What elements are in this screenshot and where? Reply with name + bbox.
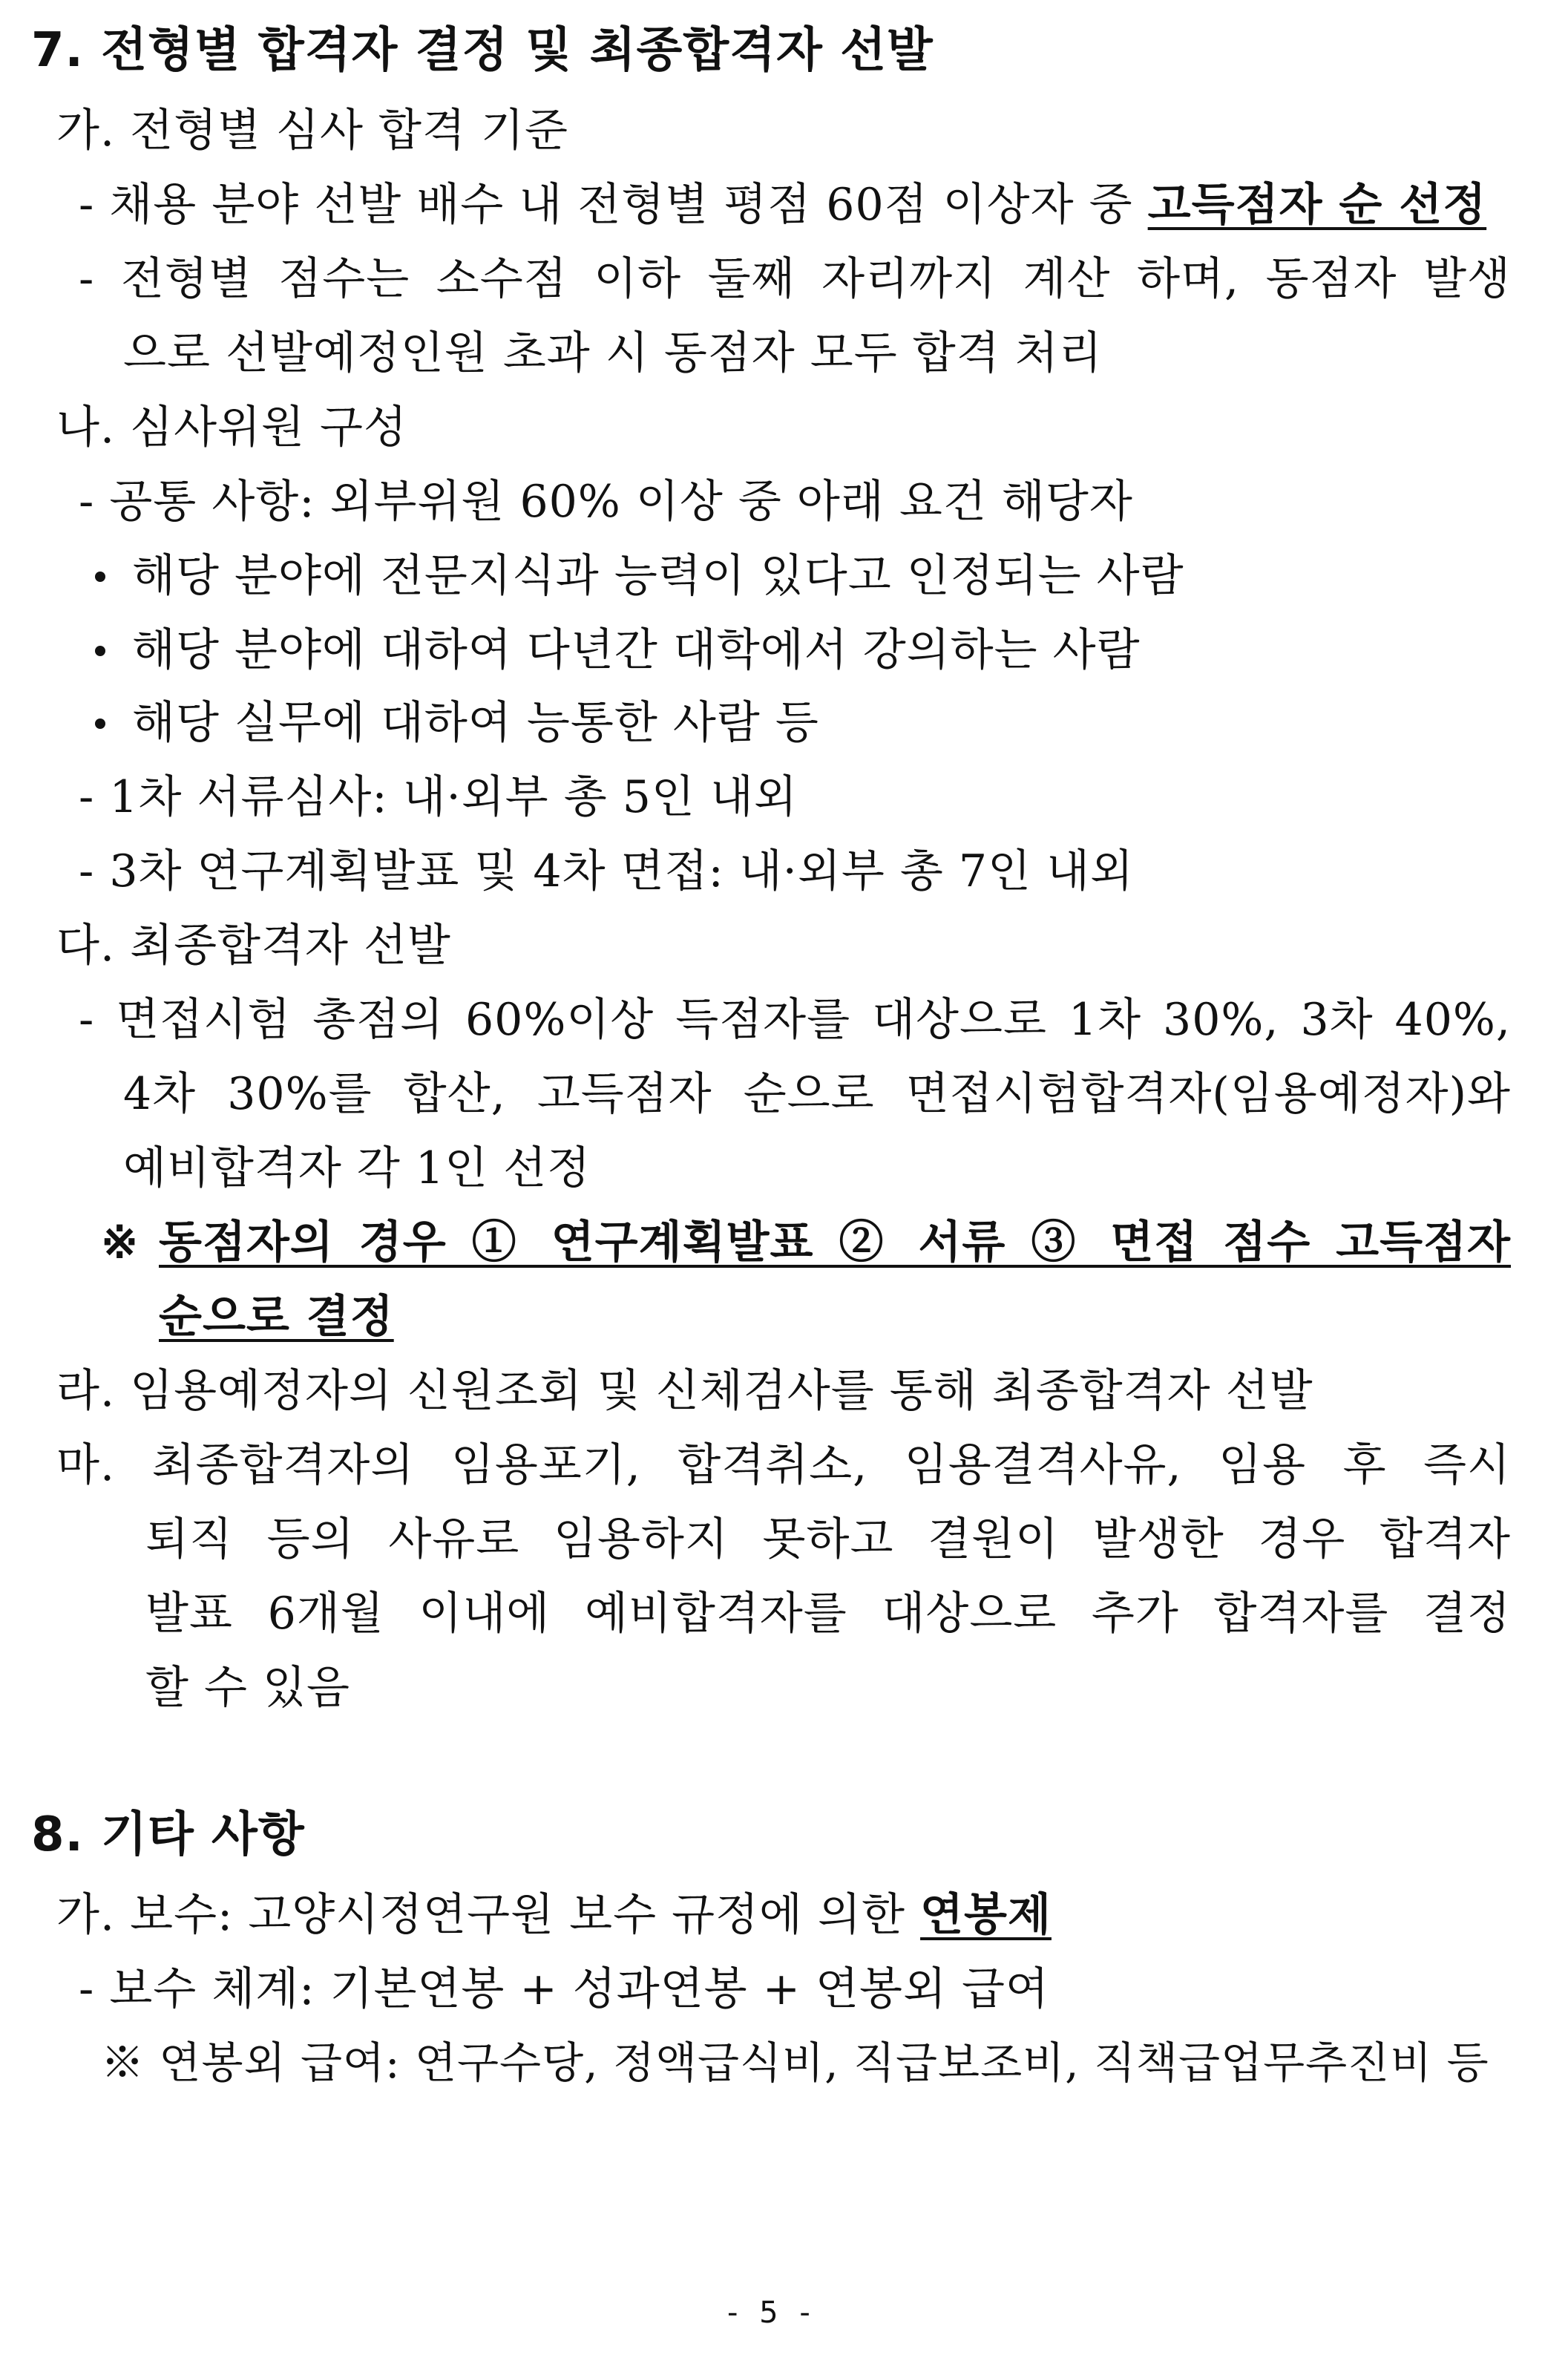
section-7-ga-item-1-emphasis: 고득점자 순 선정 [1147,179,1487,231]
section-8-ga [56,1889,1052,1941]
page-number: - 5 - [727,2296,816,2330]
section-7-da-item-1-line-3: 예비합격자 각 1인 선정 [123,1142,591,1194]
section-7-ga-item-1 [79,179,1487,231]
section-8-ga-emphasis: 연봉제 [920,1889,1052,1941]
note-mark: ※ [101,1217,140,1269]
section-7-na-bullet-3: 해당 실무에 대하여 능통한 사람 등 [132,697,819,749]
section-7-da-note-line-2: 순으로 결정 [159,1291,394,1343]
section-7-ga-item-1-text: - 채용 분야 선발 배수 내 전형별 평점 60점 이상자 중 [79,179,1148,231]
section-8-ga-item-1: - 보수 체계: 기본연봉 + 성과연봉 + 연봉외 급여 [79,1963,1049,2015]
section-7-da-note-line-1: 동점자의 경우 ① 연구계획발표 ② 서류 ③ 면접 점수 고득점자 [159,1217,1511,1269]
section-7-na-bullet-2: 해당 분야에 대하여 다년간 대학에서 강의하는 사람 [132,624,1141,676]
section-7-na-item-2: - 1차 서류심사: 내·외부 총 5인 내외 [79,771,798,823]
section-7-ma-line-4: 할 수 있음 [145,1662,350,1714]
section-7-ga-item-2-line-2: 으로 선발예정인원 초과 시 동점자 모두 합격 처리 [123,327,1103,379]
section-7-ma-line-1: 마. 최종합격자의 임용포기, 합격취소, 임용결격사유, 임용 후 즉시 [56,1439,1511,1491]
bullet-dot-2 [95,646,105,656]
section-7-na-title: 나. 심사위원 구성 [56,402,407,454]
section-8-ga-text: 가. 보수: 고양시정연구원 보수 규정에 의한 [56,1889,921,1941]
section-7-na-item-3: - 3차 연구계획발표 및 4차 면접: 내·외부 총 7인 내외 [79,845,1135,897]
section-7-title: 7. 전형별 합격자 결정 및 최종합격자 선발 [31,23,934,78]
section-7-ga-title: 가. 전형별 심사 합격 기준 [56,105,568,157]
section-7-ma-line-2: 퇴직 등의 사유로 임용하지 못하고 결원이 발생한 경우 합격자 [145,1513,1511,1565]
section-7-ra-title: 라. 임용예정자의 신원조회 및 신체검사를 통해 최종합격자 선발 [56,1365,1313,1417]
section-7-na-item-1: - 공통 사항: 외부위원 60% 이상 중 아래 요건 해당자 [79,476,1133,528]
section-7-da-item-1-line-2: 4차 30%를 합산, 고득점자 순으로 면접시험합격자(임용예정자)와 [123,1068,1511,1120]
bullet-dot-3 [95,718,105,729]
section-7-ga-item-2-line-1: - 전형별 점수는 소수점 이하 둘째 자리까지 계산 하며, 동점자 발생 [79,253,1511,305]
section-8-ga-note: ※ 연봉외 급여: 연구수당, 정액급식비, 직급보조비, 직책급업무추진비 등 [101,2037,1489,2088]
bullet-dot-1 [95,572,105,582]
section-7-na-bullet-1: 해당 분야에 전문지식과 능력이 있다고 인정되는 사람 [132,550,1184,602]
section-7-ma-line-3: 발표 6개월 이내에 예비합격자를 대상으로 추가 합격자를 결정 [145,1588,1511,1640]
section-7-da-title: 다. 최종합격자 선발 [56,920,451,972]
section-8-title: 8. 기타 사항 [31,1807,305,1862]
section-7-da-item-1-line-1: - 면접시험 총점의 60%이상 득점자를 대상으로 1차 30%, 3차 40%, [79,994,1511,1046]
